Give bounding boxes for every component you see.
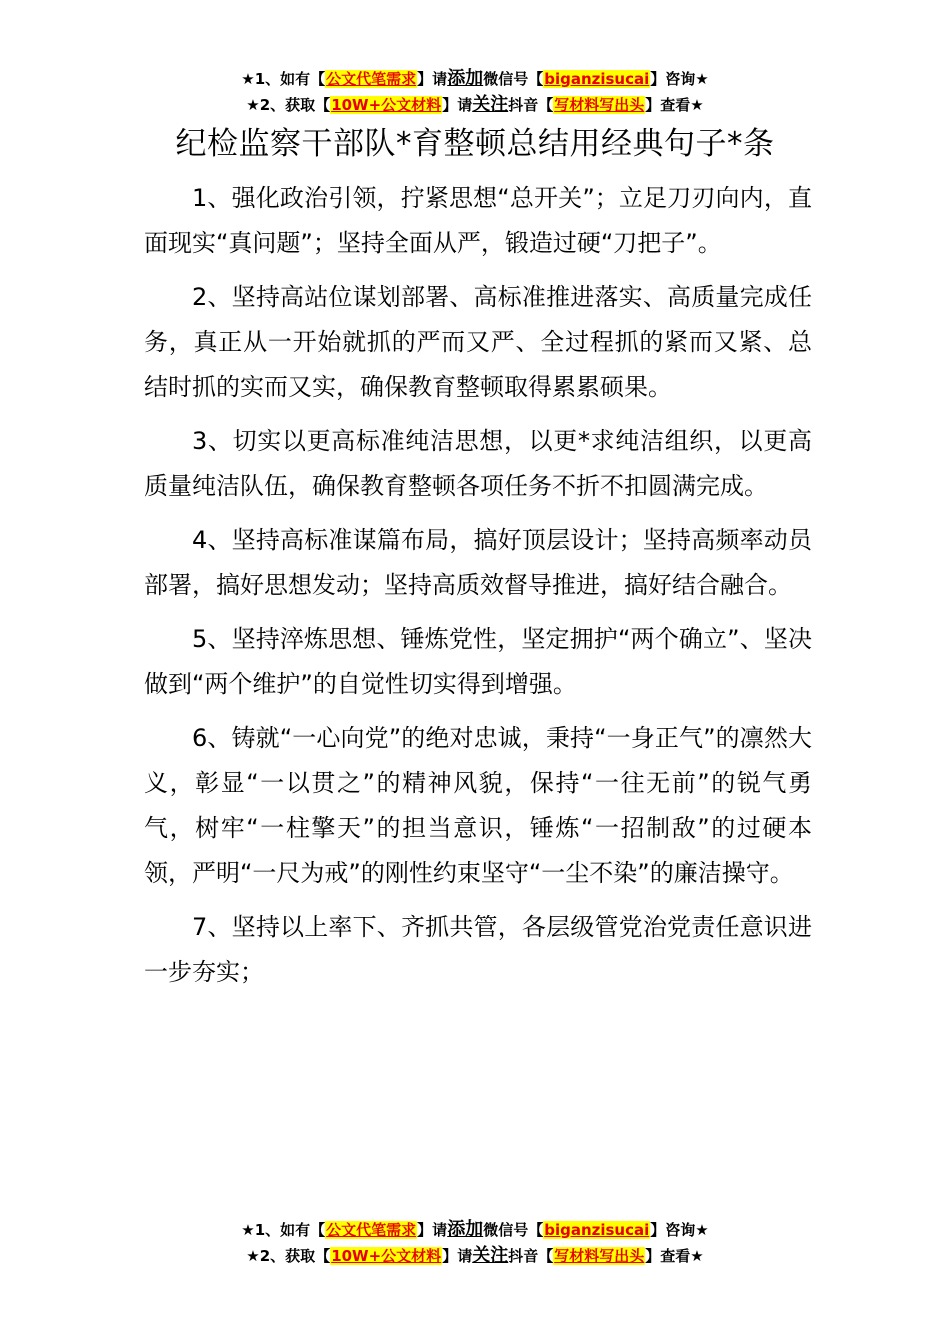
document-body [144,176,812,1004]
promo-text: 微信号【 [483,1221,544,1239]
promo-highlight-wechat-id: biganzisucai [544,1221,650,1239]
promo-highlight-service: 公文代笔需求 [326,1221,417,1239]
promo-text: 】咨询★ [650,70,709,88]
paragraph-5: 5、坚持淬炼思想、锤炼党性，坚定拥护“两个确立”、坚决做到“两个维护”的自觉性切实得到增强。 [144,625,812,698]
promo-highlight-douyin-account: 写材料写出头 [554,96,645,114]
paragraph-1: 1、强化政治引领，拧紧思想“总开关”；立足刀刃向内，直面现实“真问题”；坚持全面从严，锻造过硬“刀把子”。 [144,184,812,257]
footer-promo [0,1217,950,1269]
promo-text: 】咨询★ [650,1221,709,1239]
promo-text: 抖音【 [508,1247,554,1265]
promo-text: 】请 [417,70,448,88]
promo-line-2 [0,1243,950,1269]
promo-line-1 [0,1217,950,1243]
header-promo [0,66,950,118]
paragraph-6: 6、铸就“一心向党”的绝对忠诚，秉持“一身正气”的凛然大义，彰显“一以贯之”的精神风貌，保持“一往无前”的锐气勇气，树牢“一柱擎天”的担当意识，锤炼“一招制敌”的过硬本领，严明“一尺为戒”的刚性约束坚守“一尘不染”的廉洁操守。 [144,724,812,887]
promo-emphasis-add: 添加 [447,1219,484,1240]
promo-text: ★2、获取【 [246,1247,331,1265]
paragraph-4: 4、坚持高标准谋篇布局，搞好顶层设计；坚持高频率动员部署，搞好思想发动；坚持高质效督导推进，搞好结合融合。 [144,526,812,599]
promo-emphasis-follow: 关注 [472,94,509,115]
promo-text: 微信号【 [483,70,544,88]
promo-text: ★1、如有【 [241,70,326,88]
promo-text: 】查看★ [645,1247,704,1265]
promo-text: ★2、获取【 [246,96,331,114]
promo-highlight-douyin-account: 写材料写出头 [554,1247,645,1265]
promo-text: 】请 [442,96,473,114]
promo-highlight-service: 公文代笔需求 [326,70,417,88]
promo-highlight-materials: 10W+公文材料 [331,96,442,114]
promo-text: 抖音【 [508,96,554,114]
promo-highlight-materials: 10W+公文材料 [331,1247,442,1265]
promo-highlight-wechat-id: biganzisucai [544,70,650,88]
promo-text: 】请 [417,1221,448,1239]
paragraph-2: 2、坚持高站位谋划部署、高标准推进落实、高质量完成任务，真正从一开始就抓的严而又严、全过程抓的紧而又紧、总结时抓的实而又实，确保教育整顿取得累累硕果。 [144,283,812,401]
document-title: 纪检监察干部队*育整顿总结用经典句子*条 [175,126,775,162]
promo-text: ★1、如有【 [241,1221,326,1239]
paragraph-3: 3、切实以更高标准纯洁思想，以更*求纯洁组织，以更高质量纯洁队伍，确保教育整顿各项任务不折不扣圆满完成。 [144,427,812,500]
promo-line-1 [0,66,950,92]
paragraph-7: 7、坚持以上率下、齐抓共管，各层级管党治党责任意识进一步夯实； [144,913,812,986]
promo-text: 】请 [442,1247,473,1265]
promo-text: 】查看★ [645,96,704,114]
promo-emphasis-add: 添加 [447,68,484,89]
promo-line-2 [0,92,950,118]
promo-emphasis-follow: 关注 [472,1245,509,1266]
